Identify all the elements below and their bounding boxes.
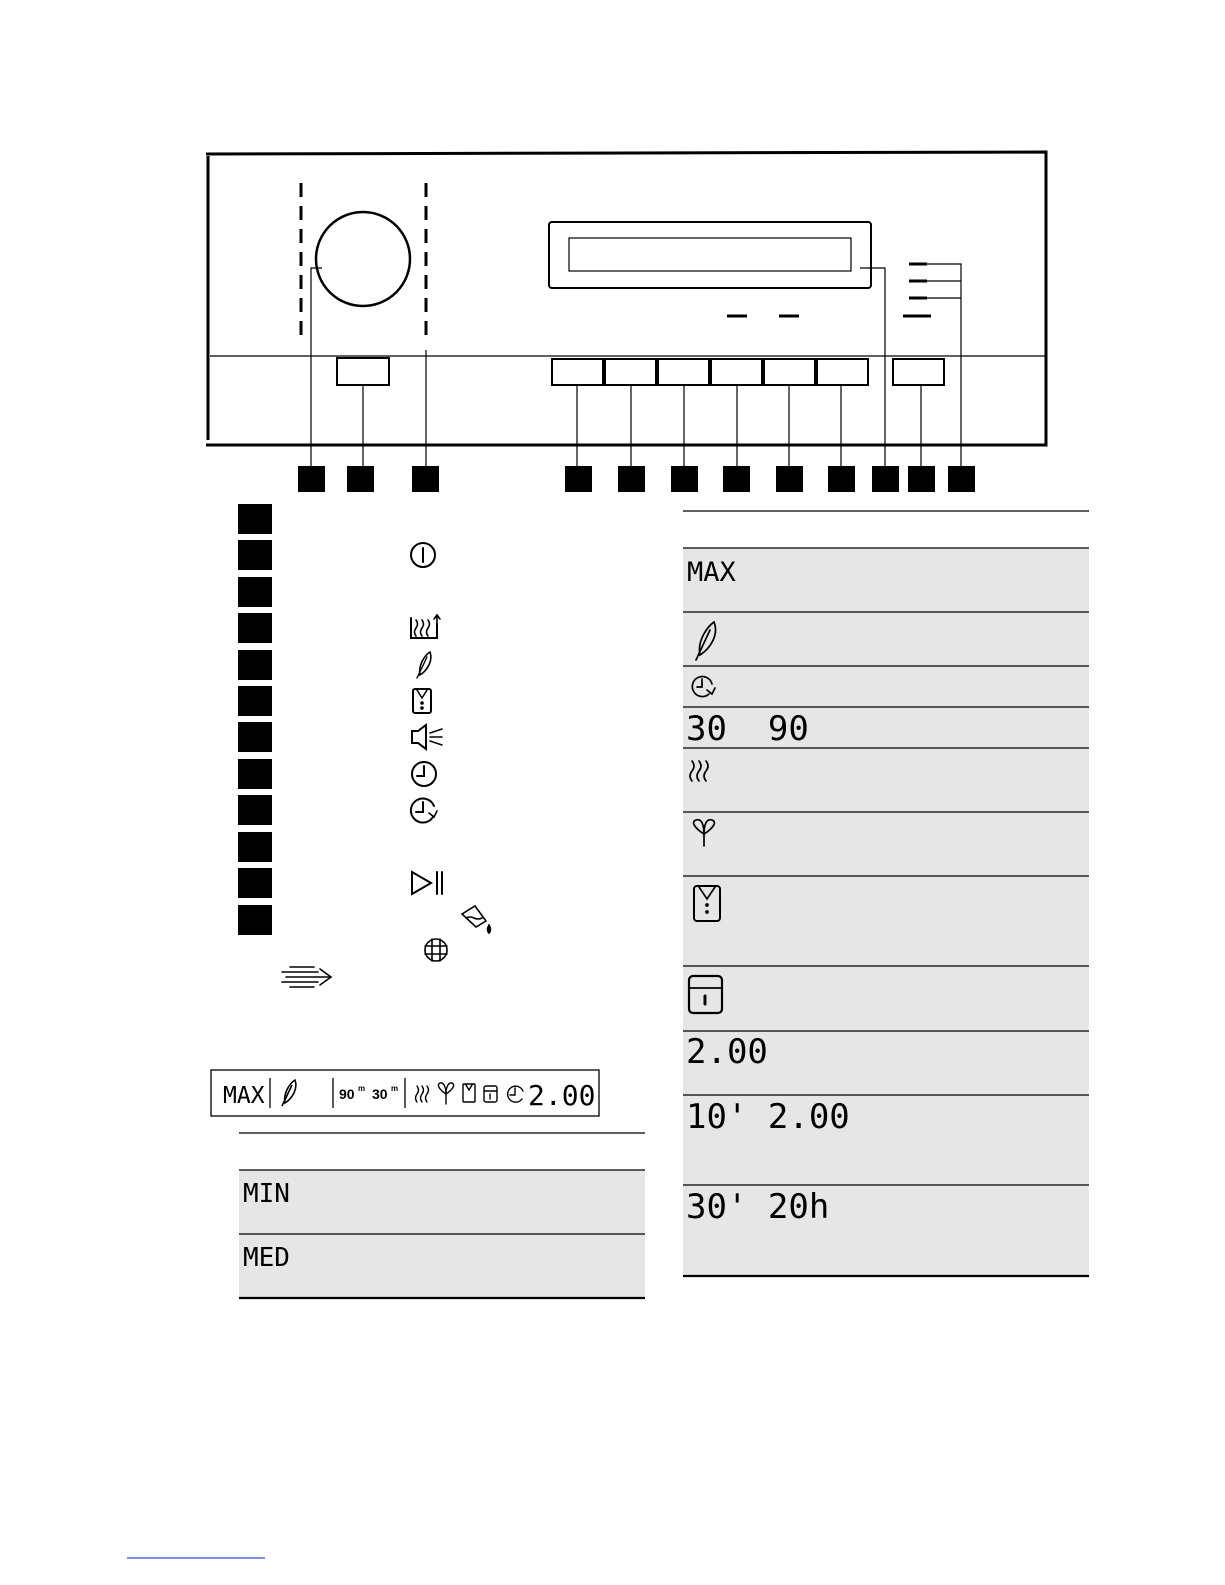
delay-start-icon [411,799,437,823]
display-strip-mode: MAX [223,1083,265,1109]
control-panel [206,152,1046,466]
filter-grid-icon [425,939,447,961]
display-screen [569,238,851,271]
display-strip-delay-icon [508,1086,523,1102]
display-strip-lock-icon [484,1086,497,1102]
key-square-4 [238,613,272,643]
callout-badge-10 [872,466,899,492]
display-strip-time-90: 90 [339,1086,355,1102]
display-strip-heat-icon [416,1086,429,1102]
key-square-11 [238,868,272,898]
callout-badge-6 [671,466,698,492]
empty-water-icon [462,906,491,933]
key-square-9 [238,795,272,825]
buzzer-icon [412,725,442,749]
display-strip [211,1070,599,1116]
display-strip-unit-1: m [358,1084,366,1093]
display-frame [549,222,871,288]
option-button-5[interactable] [764,359,815,385]
key-square-1 [238,504,272,534]
callout-badge-7 [723,466,750,492]
display-strip-shirt-icon [463,1084,475,1102]
key-square-5 [238,650,272,680]
left-table [239,1133,645,1298]
option-button-3[interactable] [658,359,709,385]
key-square-8 [238,759,272,789]
display-strip-time-30: 30 [372,1086,388,1102]
left-table-symbol-min: MIN [243,1179,290,1209]
callout-badge-5 [618,466,645,492]
extra-dry-icon [411,615,440,638]
display-strip-feather-icon [282,1080,296,1106]
shirt-iron-icon [413,689,431,713]
key-square-3 [238,577,272,607]
display-strip-clock: 2.00 [528,1079,596,1112]
right-table-symbol-temps: 30 90 [686,709,809,749]
delicate-feather-icon [417,652,431,678]
right-table-symbol-delay-20h: 30' 20h [686,1187,830,1227]
option-button-6[interactable] [817,359,868,385]
time-dry-icon [412,762,436,786]
callout-badge-12 [948,466,975,492]
display-strip-fan-icon [438,1083,453,1104]
program-knob[interactable] [316,212,410,306]
option-button-4[interactable] [711,359,762,385]
start-pause-icon [412,872,442,894]
callout-badge-9 [828,466,855,492]
condenser-clean-icon [282,967,331,987]
callout-badge-3 [412,466,439,492]
start-pause-button[interactable] [893,359,944,385]
callout-badges [298,466,975,492]
key-list [238,504,491,987]
key-square-7 [238,722,272,752]
option-button-2[interactable] [605,359,656,385]
callout-badge-11 [908,466,935,492]
right-table-symbol-max: MAX [687,557,736,588]
key-square-12 [238,905,272,935]
right-table-symbol-clock: 2.00 [686,1032,768,1072]
on-off-button[interactable] [337,358,389,385]
callout-badge-8 [776,466,803,492]
key-square-6 [238,686,272,716]
right-table-symbol-delay-10: 10' 2.00 [686,1097,850,1137]
display-strip-unit-2: m [391,1084,399,1093]
callout-badge-4 [565,466,592,492]
power-icon [411,543,435,567]
key-square-10 [238,832,272,862]
callout-badge-2 [347,466,374,492]
key-square-2 [238,540,272,570]
callout-badge-1 [298,466,325,492]
left-table-symbol-med: MED [243,1243,290,1273]
right-table [683,511,1089,1276]
option-button-1[interactable] [552,359,603,385]
